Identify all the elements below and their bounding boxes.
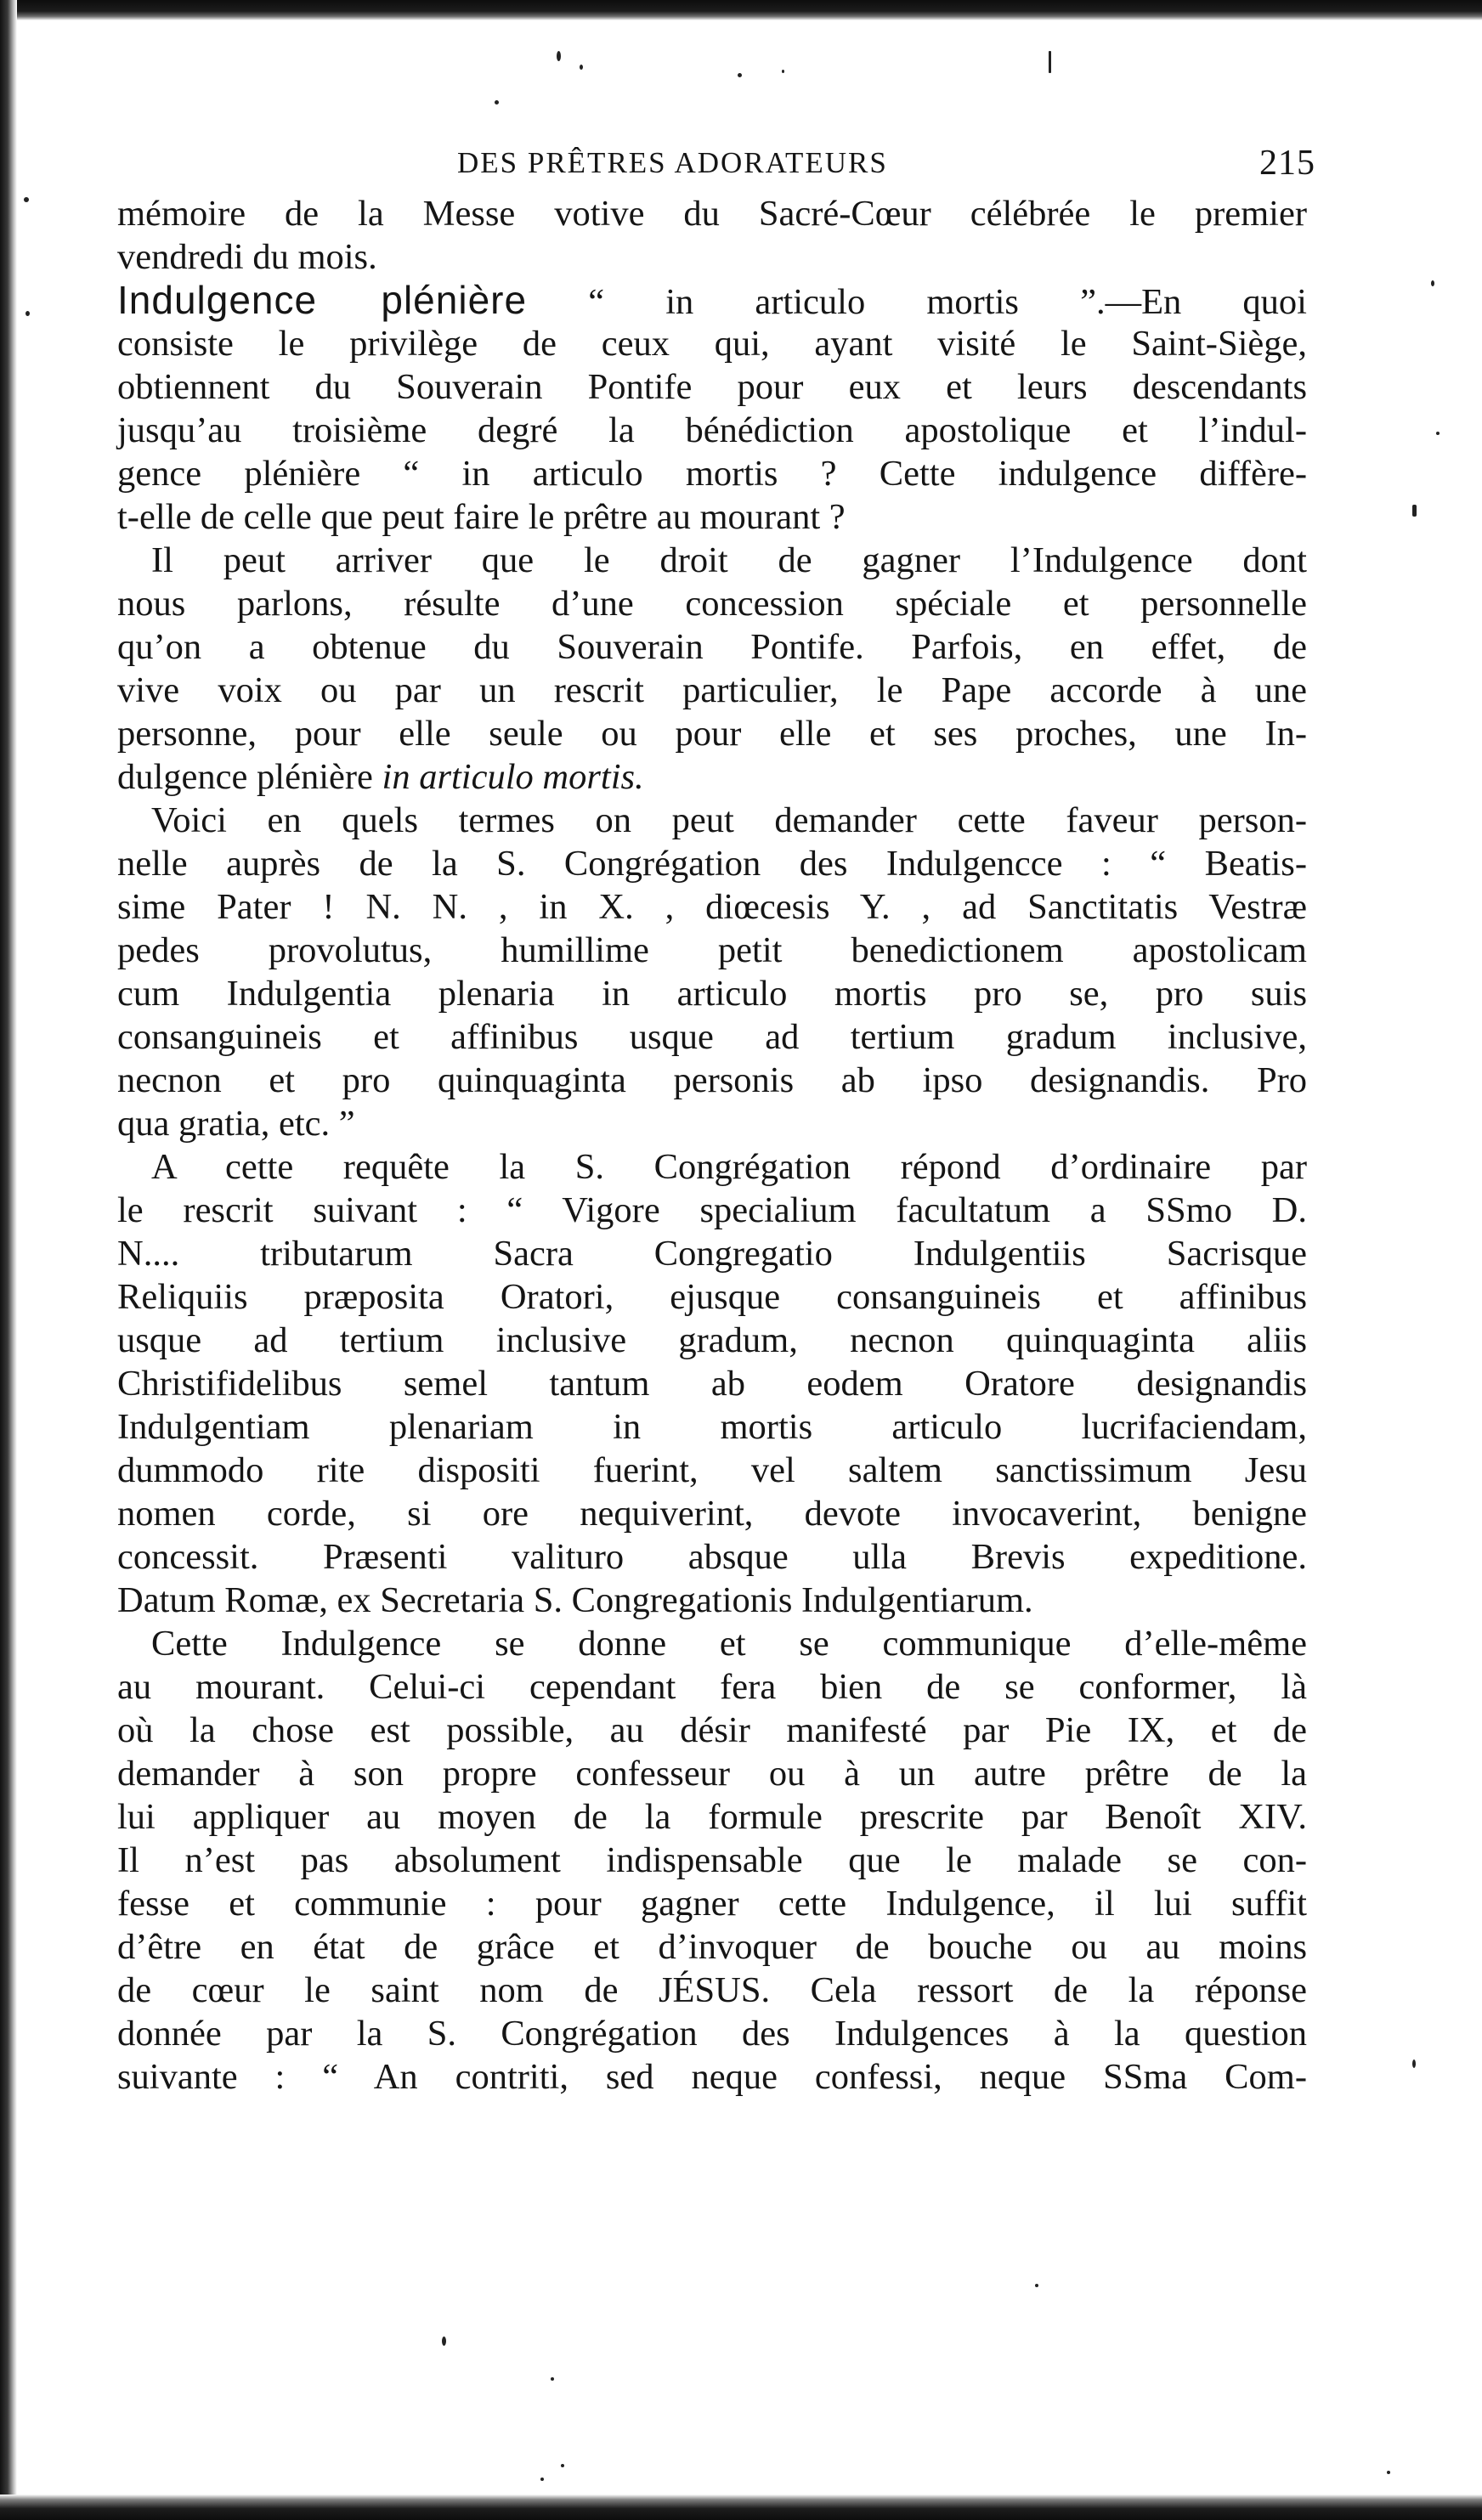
line-text: nomen corde, si ore nequiverint, devote invocaverint, benigne [117,1494,1307,1534]
text-line [117,799,1307,842]
scan-speck [782,70,784,73]
text-line [117,1449,1307,1492]
text-line [117,1275,1307,1319]
line-text: consiste le privilège de ceux qui, ayant visité le Saint-Siège, [117,324,1307,364]
text-line [117,192,1307,235]
section-heading: Indulgence plénière [117,278,528,322]
line-text: au mourant. Celui-ci cependant fera bien de se conformer, là [117,1667,1307,1707]
text-line [117,1622,1307,1665]
text-line [117,885,1307,929]
line-text: Cette Indulgence se donne et se communique d’elle-même [151,1624,1307,1664]
line-text: Voici en quels termes on peut demander cette faveur person- [151,800,1307,840]
text-line [117,2012,1307,2055]
scan-speck [1387,2471,1390,2474]
text-line [117,2055,1307,2099]
text-line [117,1232,1307,1275]
text-line [117,1795,1307,1839]
text-line [117,235,1307,279]
text-line [117,1925,1307,1969]
text-line [117,1015,1307,1059]
line-text: “ in articulo mortis ”.—En quoi [527,282,1307,322]
scan-speck [1049,51,1051,73]
text-line [117,1839,1307,1882]
line-text: lui appliquer au moyen de la formule prescrite par Benoît XIV. [117,1797,1307,1837]
text-line [117,1752,1307,1795]
line-text: Indulgentiam plenariam in mortis articulo lucrifaciendam, [117,1407,1307,1447]
line-text: pedes provolutus, humillime petit benedictionem apostolicam [117,930,1307,970]
text-line [117,1969,1307,2012]
text-line [117,495,1307,539]
scan-speck [1431,280,1434,286]
line-text: jusqu’au troisième degré la bénédiction apostolique et l’indul- [117,410,1307,450]
line-text: dummodo rite dispositi fuerint, vel saltem sanctissimum Jesu [117,1450,1307,1490]
line-text: sime Pater ! N. N. , in X. , diœcesis Y. , ad Sanctitatis Vestræ [117,887,1307,927]
scan-speck [561,2464,564,2467]
line-text: Il peut arriver que le droit de gagner l’Indulgence dont [151,540,1307,580]
text-line [117,1579,1307,1622]
line-text: t-elle de celle que peut faire le prêtre au mourant ? [117,497,846,537]
line-text: Datum Romæ, ex Secretaria S. Congregationis Indulgentiarum. [117,1580,1033,1620]
scan-edge-left [0,0,17,2520]
text-line [117,365,1307,409]
line-text: où la chose est possible, au désir manifesté par Pie IX, et de [117,1710,1307,1750]
text-line [117,712,1307,755]
text-line [117,452,1307,495]
scan-speck [495,100,499,105]
line-text: dulgence plénière [117,757,382,797]
scan-speck [557,51,561,61]
text-line [117,669,1307,712]
scan-edge-top [0,0,1482,20]
line-text: donnée par la S. Congrégation des Indulgences à la question [117,2014,1307,2054]
line-text: nous parlons, résulte d’une concession spéciale et personnelle [117,584,1307,624]
text-line [117,1362,1307,1405]
text-line [117,1189,1307,1232]
text-line [117,1145,1307,1189]
text-line [117,1709,1307,1752]
scan-speck [442,2336,446,2346]
text-line [117,755,1307,799]
running-head [126,143,1315,185]
text-line [117,1319,1307,1362]
line-text: d’être en état de grâce et d’invoquer de bouche ou au moins [117,1927,1307,1967]
line-text: Reliquiis præposita Oratori, ejusque consanguineis et affinibus [117,1277,1307,1317]
scan-speck [1436,432,1440,435]
line-text: obtiennent du Souverain Pontife pour eux et leurs descendants [117,367,1307,407]
scan-speck [1035,2284,1038,2287]
line-text: Christifidelibus semel tantum ab eodem Oratore designandis [117,1364,1307,1404]
text-line [117,972,1307,1015]
line-text: personne, pour elle seule ou pour elle et ses proches, une In- [117,714,1307,754]
line-text: cum Indulgentia plenaria in articulo mortis pro se, pro suis [117,974,1307,1014]
line-text: concessit. Præsenti valituro absque ulla Brevis expeditione. [117,1537,1307,1577]
text-line [117,1535,1307,1579]
body-text [117,192,1307,2099]
line-text: necnon et pro quinquaginta personis ab ipso designandis. Pro [117,1060,1307,1100]
text-line [117,1102,1307,1145]
line-text: fesse et communie : pour gagner cette Indulgence, il lui suffit [117,1884,1307,1924]
text-line [117,1665,1307,1709]
text-line [117,1882,1307,1925]
text-line [117,539,1307,582]
text-line [117,279,1307,322]
text-line [117,1492,1307,1535]
text-line [117,1059,1307,1102]
line-text: nelle auprès de la S. Congrégation des Indulgencce : “ Beatis- [117,844,1307,884]
running-head-title: DES PRÊTRES ADORATEURS [457,146,888,179]
line-text: usque ad tertium inclusive gradum, necnon quinquaginta aliis [117,1320,1307,1360]
scan-speck [580,65,583,70]
text-line [117,322,1307,365]
scan-speck [738,73,742,77]
line-text: vive voix ou par un rescrit particulier, le Pape accorde à une [117,670,1307,710]
line-text: gence plénière “ in articulo mortis ? Cette indulgence diffère- [117,454,1307,494]
italic-text: in articulo mortis. [382,757,644,797]
scan-speck [25,311,30,316]
line-text: le rescrit suivant : “ Vigore specialium facultatum a SSmo D. [117,1190,1307,1230]
line-text: N.... tributarum Sacra Congregatio Indulgentiis Sacrisque [117,1234,1307,1274]
text-line [117,409,1307,452]
text-line [117,625,1307,669]
text-line [117,1405,1307,1449]
line-text: Il n’est pas absolument indispensable que le malade se con- [117,1840,1307,1880]
line-text: mémoire de la Messe votive du Sacré-Cœur célébrée le premier [117,194,1307,234]
scan-speck [24,197,29,202]
scan-speck [1412,505,1417,517]
scan-speck [551,2377,554,2381]
line-text: consanguineis et affinibus usque ad tertium gradum inclusive, [117,1017,1307,1057]
scan-speck [540,2478,544,2481]
line-text: qu’on a obtenue du Souverain Pontife. Parfois, en effet, de [117,627,1307,667]
page-number: 215 [1259,144,1315,183]
scan-edge-bottom [0,2495,1482,2520]
line-text: A cette requête la S. Congrégation répond d’ordinaire par [151,1147,1307,1187]
line-text: vendredi du mois. [117,237,377,277]
scan-speck [1412,2060,1416,2068]
line-text: demander à son propre confesseur ou à un autre prêtre de la [117,1754,1307,1794]
text-line [117,582,1307,625]
line-text: de cœur le saint nom de JÉSUS. Cela ressort de la réponse [117,1970,1307,2010]
line-text: qua gratia, etc. ” [117,1104,355,1144]
text-line [117,929,1307,972]
text-line [117,842,1307,885]
line-text: suivante : “ An contriti, sed neque confessi, neque SSma Com- [117,2057,1307,2097]
